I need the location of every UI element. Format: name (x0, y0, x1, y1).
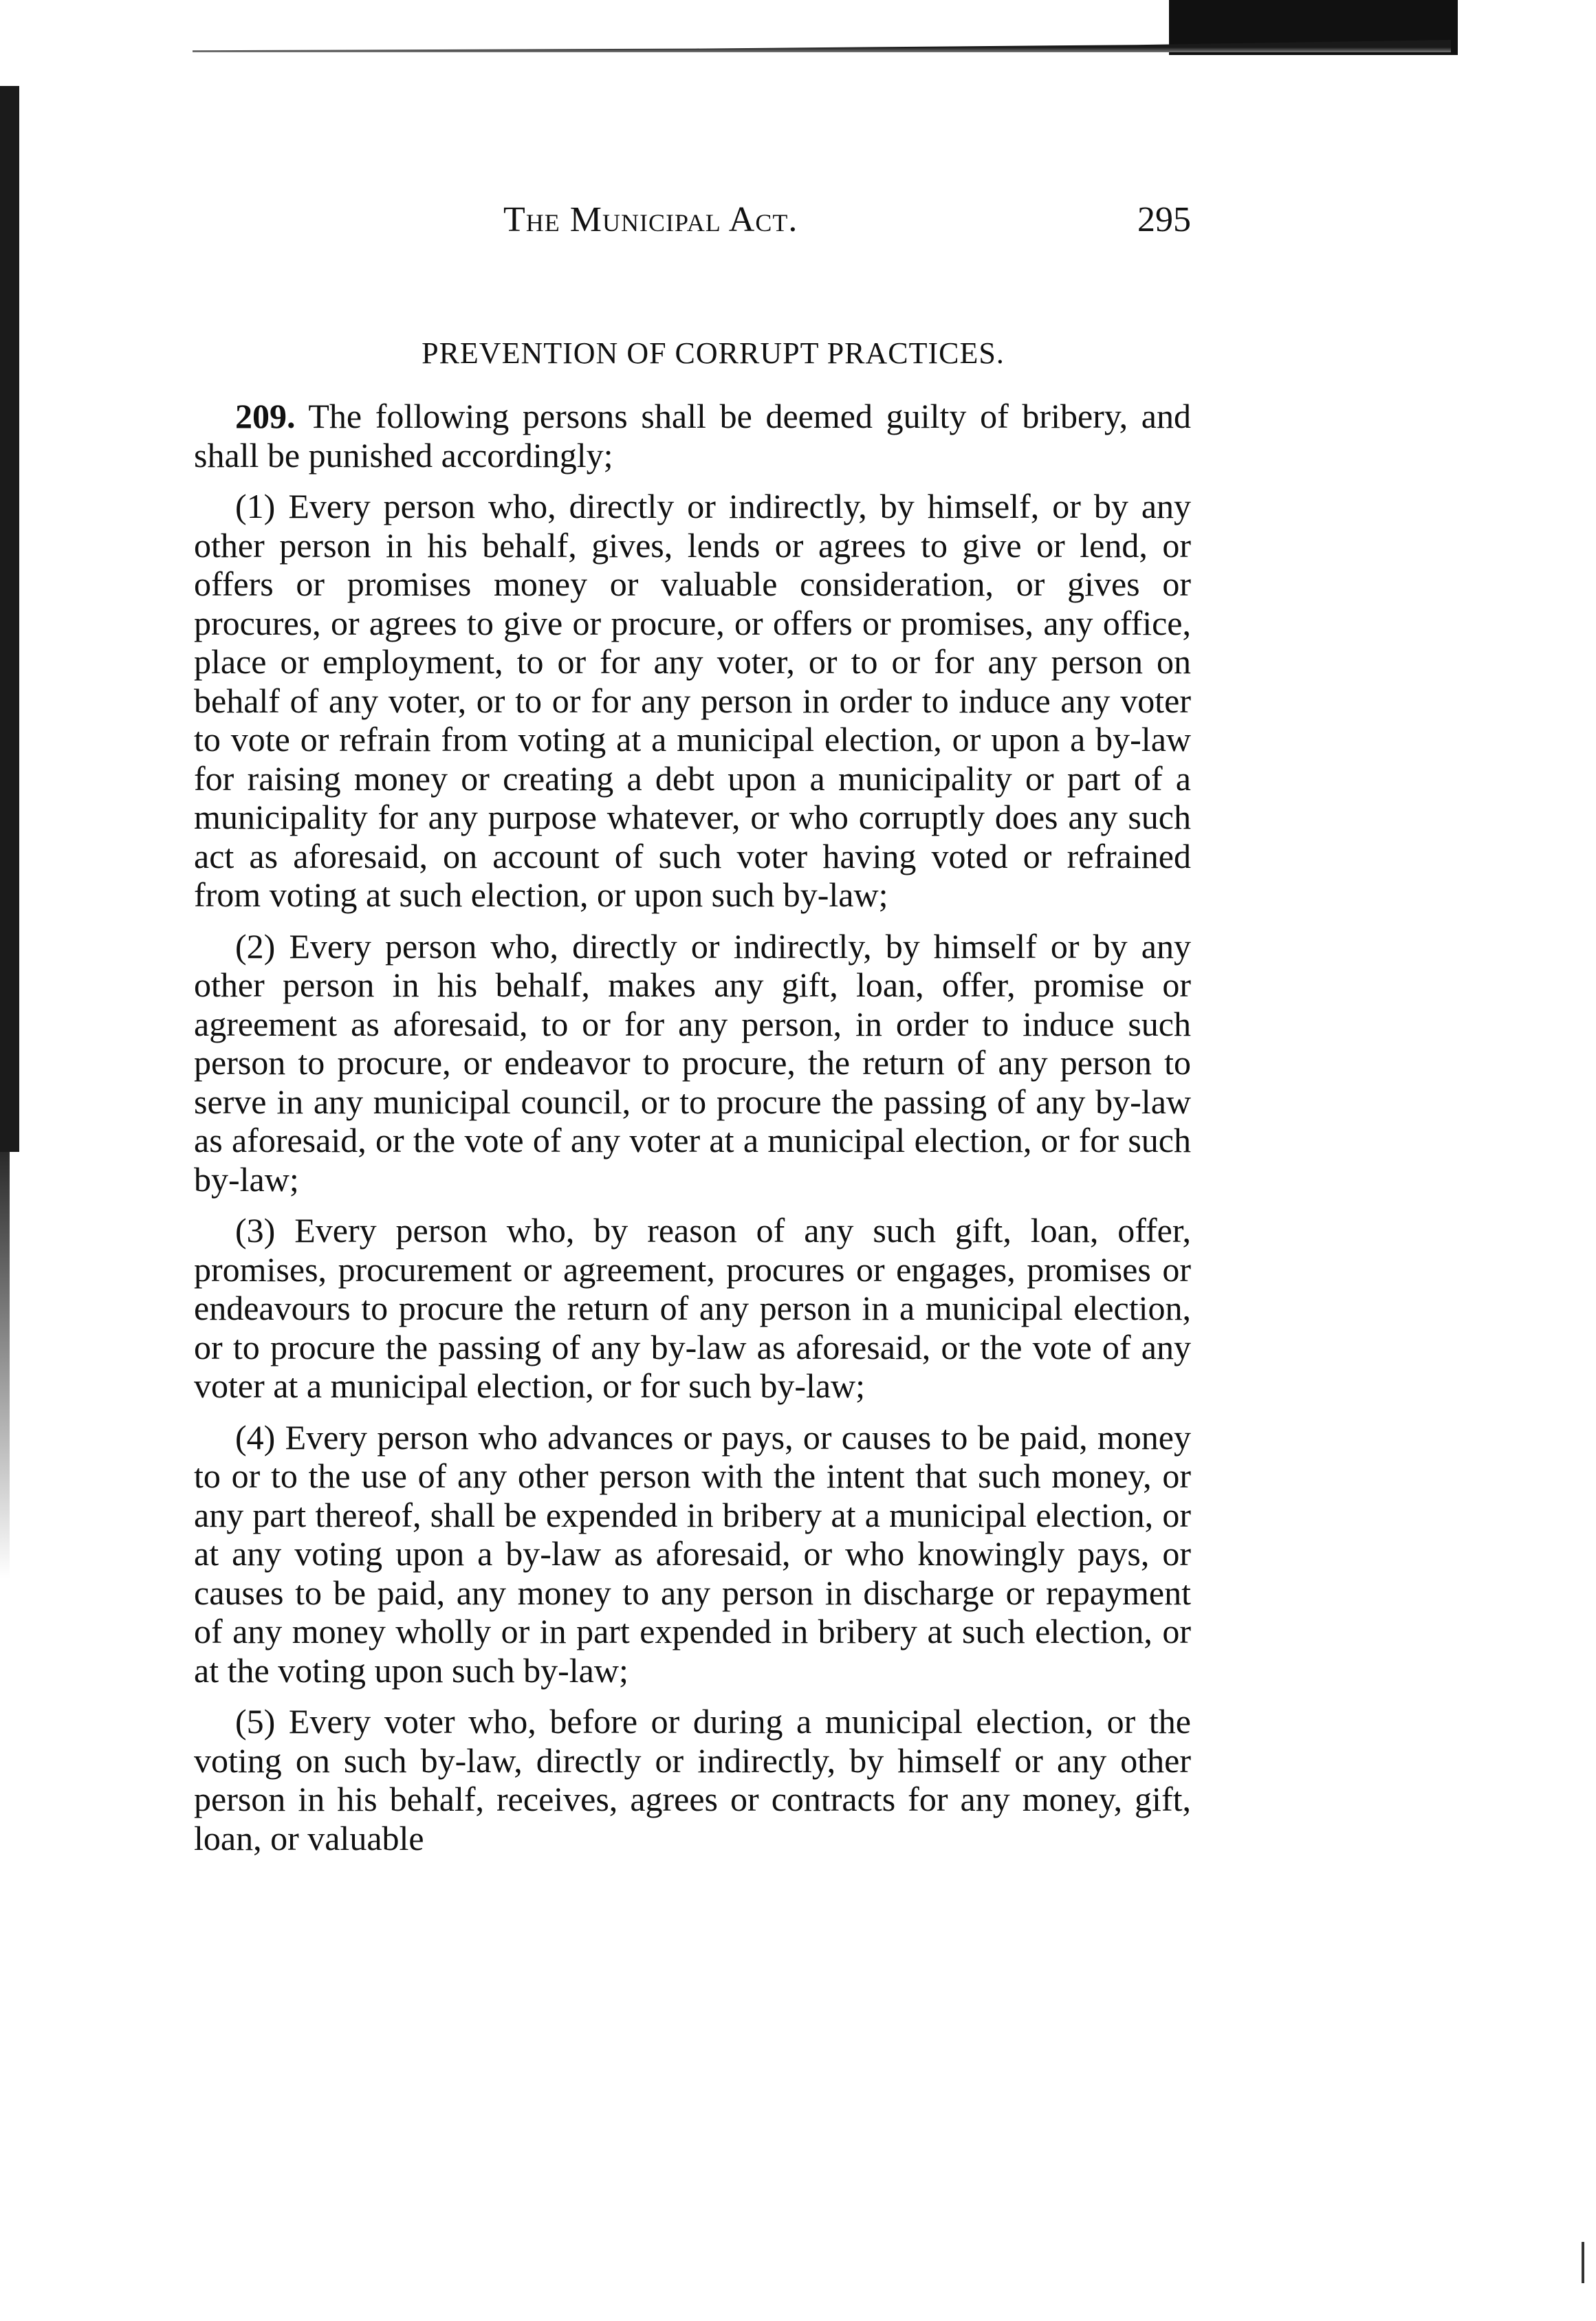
section-intro (194, 397, 1191, 475)
clause-1 (194, 487, 1191, 915)
clause-text: Every person who, directly or indirectly, by himself, or by any other person in his behalf, gives, lends or agrees to give or lend, or offers or promises money or valuable consideration, or gives or procures, or agrees to give or procure, or offers or promises, any office, place or employment, to or for any voter, or to or for any person on behalf of any voter, or to or for any person in order to induce any voter to vote or refrain from voting at a municipal election, or upon a by-law for raising money or creating a debt upon a municipality or part of a municipality for any purpose whatever, or who corruptly does any such act as aforesaid, on account of such voter having voted or refrained from voting at such election, or upon such by-law; (194, 487, 1192, 914)
clause-2 (194, 927, 1191, 1199)
clause-label: (2) (235, 926, 276, 966)
scan-mark (1582, 2242, 1584, 2283)
clause-4 (194, 1418, 1191, 1690)
clause-5 (194, 1702, 1191, 1857)
section-intro-text: The following persons shall be deemed guilty of bribery, and shall be punished accordingly; (194, 397, 1191, 475)
clause-label: (5) (235, 1702, 276, 1741)
clause-text: Every person who, directly or indirectly, by himself or by any other person in his behalf, makes any gift, loan, offer, promise or agreement as aforesaid, to or for any person, in order to induce such person to procure, or endeavor to procure, the return of any person to serve in any municipal council, or to procure the passing of any by-law as aforesaid, or the vote of any voter at a municipal election, or for such by-law; (194, 926, 1192, 1199)
section-number: 209. (235, 397, 296, 435)
clause-text: Every person who advances or pays, or causes to be paid, money to or to the use of any other person with the intent that such money, or any part thereof, shall be expended in bribery at a municipal election, or at any voting upon a by-law as aforesaid, or who knowingly pays, or causes to be paid, any money to any person in discharge or repayment of any money wholly or in part expended in bribery at such election, or at the voting upon such by-law; (194, 1417, 1192, 1690)
clause-label: (4) (235, 1417, 276, 1457)
running-head (194, 199, 1191, 254)
clause-label: (1) (235, 487, 276, 525)
clause-text: Every voter who, before or during a municipal election, or the voting on such by-law, directly or indirectly, by himself or any other person in his behalf, receives, agrees or contracts for any money, gift, loan, or valuable (194, 1702, 1191, 1857)
scan-binding-edge (0, 86, 19, 1152)
page-number: 295 (1137, 200, 1191, 239)
clause-label: (3) (235, 1211, 276, 1250)
running-title: The Municipal Act. (503, 200, 798, 239)
scan-binding-edge-fade (0, 1152, 10, 1578)
clause-3 (194, 1211, 1191, 1406)
section-heading: PREVENTION OF CORRUPT PRACTICES. (422, 336, 1005, 370)
clause-text: Every person who, by reason of any such gift, loan, offer, promises, procurement or agreement, procures or engages, promises or endeavours to procure the return of any person in a municipal election, or to procure the passing of any by-law as aforesaid, or the vote of any voter at a municipal election, or for such by-law; (194, 1211, 1191, 1405)
book-page (194, 199, 1191, 1857)
